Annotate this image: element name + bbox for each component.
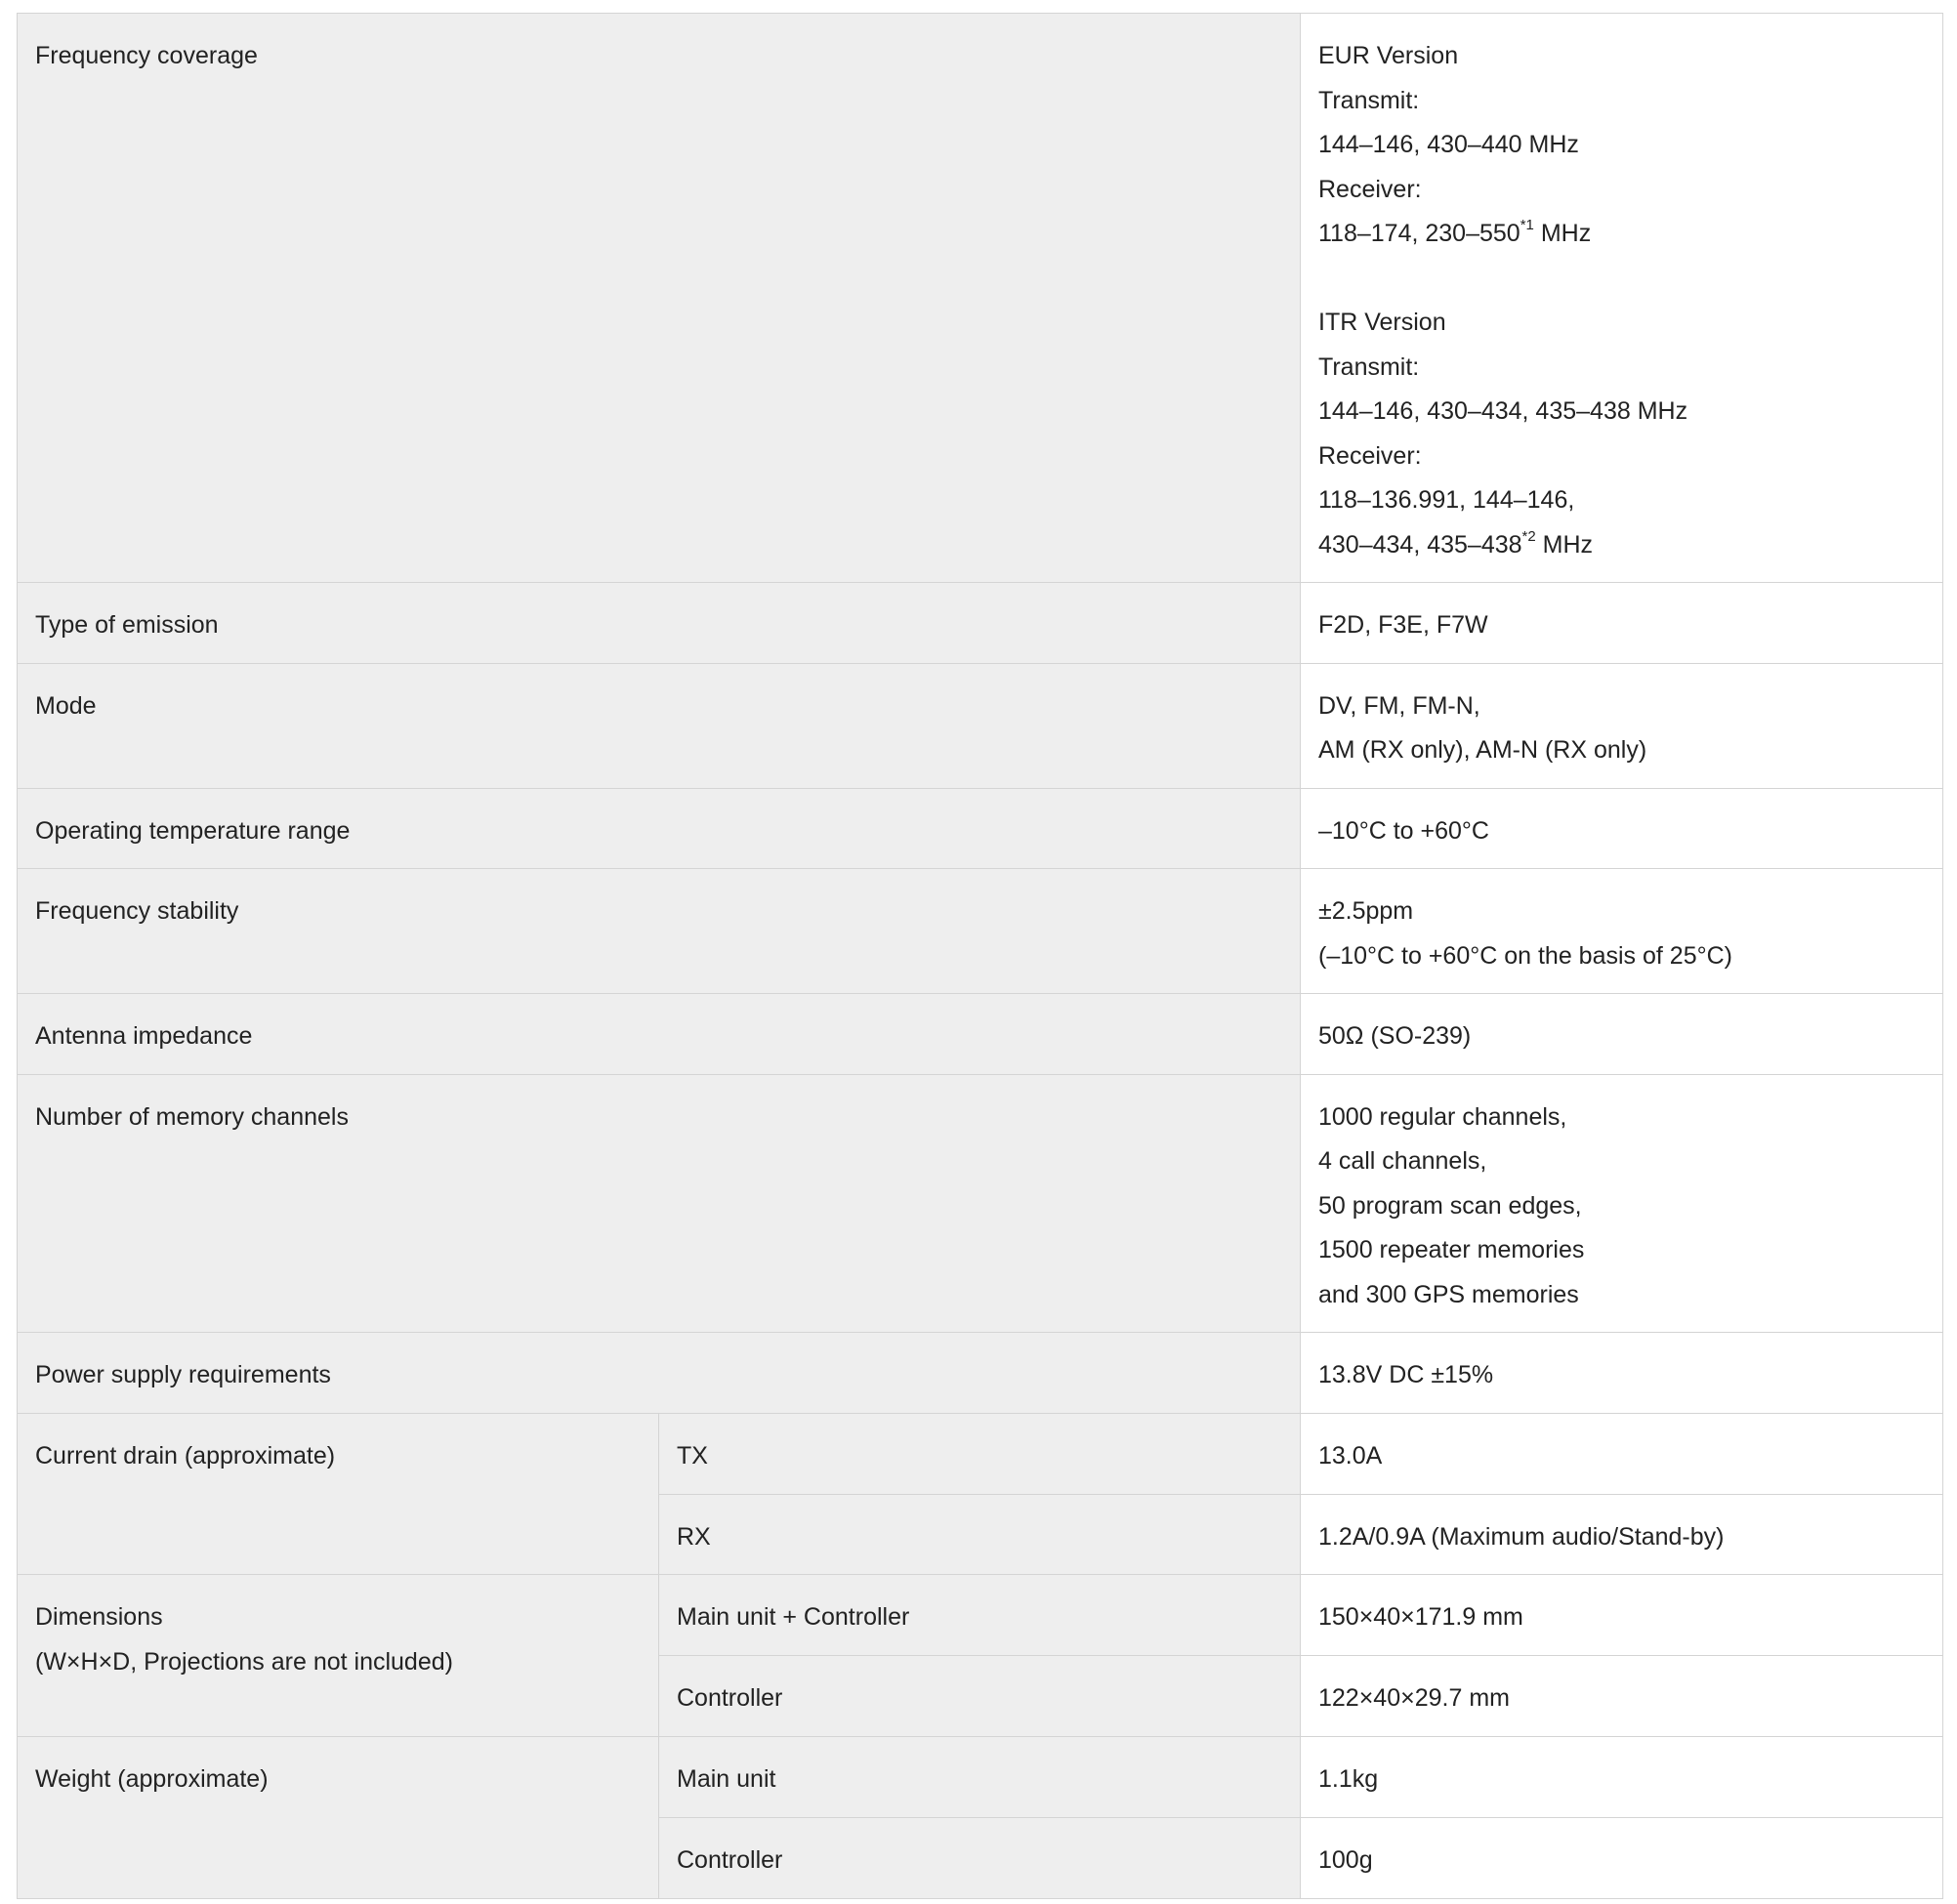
row-antenna-impedance xyxy=(18,994,1943,1075)
itr-transmit-label: Transmit: xyxy=(1318,352,1420,381)
sublabel-weight-controller: Controller xyxy=(659,1817,1301,1898)
label-mode: Mode xyxy=(18,663,1301,788)
value-frequency-stability: ±2.5ppm (–10°C to +60°C on the basis of 25°C) xyxy=(1301,869,1943,994)
label-memory-channels: Number of memory channels xyxy=(18,1074,1301,1333)
value-dimensions-main: 150×40×171.9 mm xyxy=(1301,1575,1943,1656)
row-power-supply xyxy=(18,1333,1943,1414)
value-current-drain-tx: 13.0A xyxy=(1301,1414,1943,1495)
eur-transmit-label: Transmit: xyxy=(1318,86,1420,114)
value-memory-channels: 1000 regular channels, 4 call channels, 50 program scan edges, 1500 repeater memories and 300 GPS memories xyxy=(1301,1074,1943,1333)
value-operating-temperature: –10°C to +60°C xyxy=(1301,788,1943,869)
spec-table xyxy=(17,13,1943,1899)
row-weight-main xyxy=(18,1736,1943,1817)
label-antenna-impedance: Antenna impedance xyxy=(18,994,1301,1075)
label-weight: Weight (approximate) xyxy=(18,1736,659,1898)
sublabel-current-drain-tx: TX xyxy=(659,1414,1301,1495)
eur-receiver-value: 118–174, 230–550$^{*1}$ MHz xyxy=(1318,217,1592,247)
row-frequency-coverage xyxy=(18,14,1943,583)
value-dimensions-controller: 122×40×29.7 mm xyxy=(1301,1656,1943,1737)
value-weight-main: 1.1kg xyxy=(1301,1736,1943,1817)
sublabel-dimensions-controller: Controller xyxy=(659,1656,1301,1737)
eur-receiver-label: Receiver: xyxy=(1318,175,1422,203)
sublabel-weight-main: Main unit xyxy=(659,1736,1301,1817)
footnote-1: *1 xyxy=(1520,217,1534,233)
value-frequency-coverage xyxy=(1301,14,1943,583)
row-memory-channels xyxy=(18,1074,1943,1333)
row-current-drain-tx xyxy=(18,1414,1943,1495)
label-current-drain: Current drain (approximate) xyxy=(18,1414,659,1575)
sublabel-current-drain-rx: RX xyxy=(659,1494,1301,1575)
itr-transmit-value: 144–146, 430–434, 435–438 MHz xyxy=(1318,397,1688,425)
itr-version-title: ITR Version xyxy=(1318,309,1446,336)
value-weight-controller: 100g xyxy=(1301,1817,1943,1898)
value-current-drain-rx: 1.2A/0.9A (Maximum audio/Stand-by) xyxy=(1301,1494,1943,1575)
label-power-supply: Power supply requirements xyxy=(18,1333,1301,1414)
label-frequency-coverage: Frequency coverage xyxy=(18,14,1301,583)
label-operating-temperature: Operating temperature range xyxy=(18,788,1301,869)
label-type-of-emission: Type of emission xyxy=(18,583,1301,664)
row-type-of-emission xyxy=(18,583,1943,664)
eur-version-title: EUR Version xyxy=(1318,42,1459,69)
label-frequency-stability: Frequency stability xyxy=(18,869,1301,994)
value-antenna-impedance: 50Ω (SO-239) xyxy=(1301,994,1943,1075)
label-dimensions: Dimensions (W×H×D, Projections are not included) xyxy=(18,1575,659,1737)
value-mode: DV, FM, FM-N, AM (RX only), AM-N (RX only) xyxy=(1301,663,1943,788)
row-frequency-stability xyxy=(18,869,1943,994)
sublabel-dimensions-main: Main unit + Controller xyxy=(659,1575,1301,1656)
itr-receiver-label: Receiver: xyxy=(1318,441,1422,470)
itr-receiver-value-line2: 430–434, 435–438$^{*2}$ MHz xyxy=(1318,527,1594,559)
value-type-of-emission: F2D, F3E, F7W xyxy=(1301,583,1943,664)
value-power-supply: 13.8V DC ±15% xyxy=(1301,1333,1943,1414)
itr-receiver-value-line1: 118–136.991, 144–146, xyxy=(1318,486,1575,514)
eur-transmit-value: 144–146, 430–440 MHz xyxy=(1318,131,1579,158)
footnote-2: *2 xyxy=(1521,527,1536,545)
row-mode xyxy=(18,663,1943,788)
row-dimensions-main xyxy=(18,1575,1943,1656)
row-operating-temperature xyxy=(18,788,1943,869)
